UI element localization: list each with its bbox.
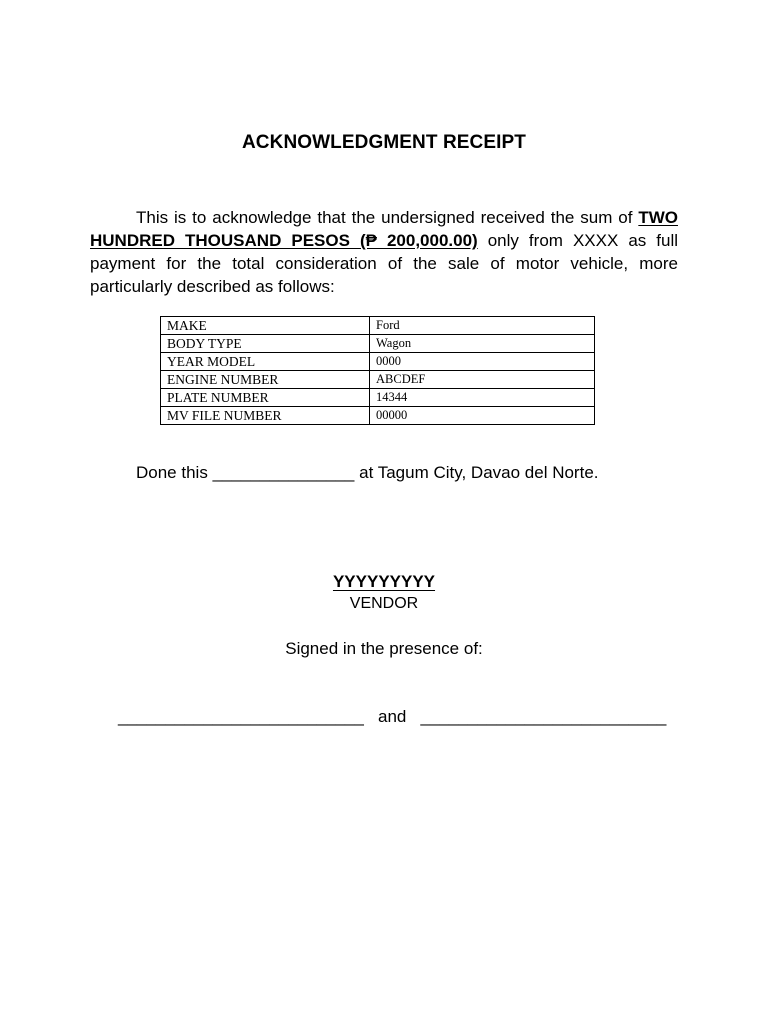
table-row: [161, 407, 595, 425]
table-row: [161, 317, 595, 335]
witness-line-right: __________________________: [420, 707, 667, 726]
receipt-paragraph: [90, 206, 678, 298]
table-row: [161, 389, 595, 407]
vendor-name: YYYYYYYYY: [332, 572, 436, 591]
table-row: [161, 335, 595, 353]
witness-line-left: __________________________: [118, 707, 364, 726]
table-row: [161, 353, 595, 371]
presence-statement: Signed in the presence of:: [285, 639, 483, 658]
row-label-body-type: BODY TYPE: [161, 335, 370, 353]
vendor-role: VENDOR: [349, 595, 419, 612]
paragraph-intro: This is to acknowledge that the undersigned received the sum of: [136, 208, 633, 227]
paragraph-rest: only from XXXX as full payment for the total consideration of the sale of motor vehicle, more particularly described as follows:: [90, 231, 679, 296]
vendor-signature-block: [0, 572, 768, 592]
table-row: [161, 371, 595, 389]
done-statement: [136, 463, 599, 483]
row-label-year-model: YEAR MODEL: [161, 353, 370, 371]
row-label-make: MAKE: [161, 317, 370, 335]
date-blank: _______________: [212, 463, 355, 482]
row-value-year-model: 0000: [370, 353, 595, 371]
row-value-body-type: Wagon: [370, 335, 595, 353]
done-prefix: Done this: [136, 463, 208, 482]
document-title: ACKNOWLEDGMENT RECEIPT: [241, 132, 527, 153]
row-label-engine-number: ENGINE NUMBER: [161, 371, 370, 389]
done-location: at Tagum City, Davao del Norte.: [359, 463, 599, 482]
row-value-make: Ford: [370, 317, 595, 335]
witness-signature-lines: [118, 707, 666, 727]
row-value-mv-file-number: 00000: [370, 407, 595, 425]
witness-connector: and: [378, 707, 407, 726]
row-label-mv-file-number: MV FILE NUMBER: [161, 407, 370, 425]
vehicle-details-table: [160, 316, 595, 425]
row-label-plate-number: PLATE NUMBER: [161, 389, 370, 407]
row-value-plate-number: 14344: [370, 389, 595, 407]
payment-amount: TWO HUNDRED THOUSAND PESOS (₱ 200,000.00): [90, 208, 678, 250]
row-value-engine-number: ABCDEF: [370, 371, 595, 389]
